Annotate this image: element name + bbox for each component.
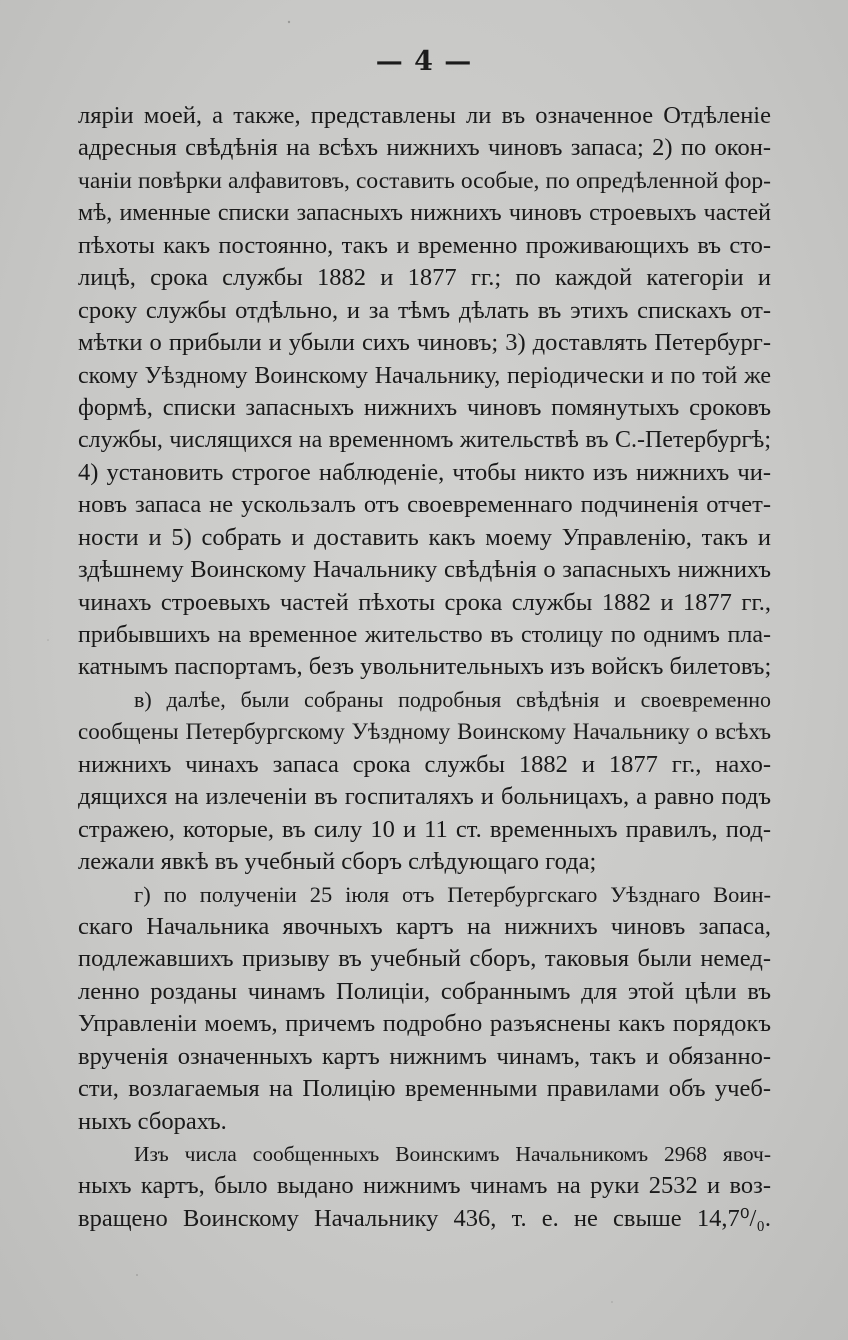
page-number: — 4 —	[375, 46, 473, 77]
text-line: сроку службы отдѣльно, и за тѣмъ дѣлать въ этихъ спискахъ от-	[78, 296, 771, 324]
body-text	[78, 100, 771, 1235]
text-line: чинахъ строевыхъ частей пѣхоты срока службы 1882 и 1877 гг.,	[78, 588, 771, 616]
text-line: службы, числящихся на временномъ жительствѣ въ С.-Петербургѣ;	[78, 427, 771, 454]
text-line: ныхъ сборахъ.	[78, 1107, 227, 1135]
text-line: сти, возлагаемыя на Полицію временными правилами объ учеб-	[78, 1075, 771, 1103]
text-line: Управленіи моемъ, причемъ подробно разъяснены какъ порядокъ	[78, 1010, 771, 1038]
text-line: мѣ, именные списки запасныхъ нижнихъ чиновъ строевыхъ частей	[78, 200, 771, 227]
text-line: лицѣ, срока службы 1882 и 1877 гг.; по каждой категоріи и	[78, 264, 771, 292]
text-line: ленно розданы чинамъ Полиціи, собраннымъ для этой цѣли въ	[78, 977, 771, 1005]
text-line: подлежавшихъ призыву въ учебный сборъ, таковыя были немед-	[78, 945, 771, 973]
text-line: Изъ числа сообщенныхъ Воинскимъ Начальникомъ 2968 явоч-	[134, 1142, 771, 1166]
text-line: сообщены Петербургскому Уѣздному Воинскому Начальнику о всѣхъ	[78, 719, 771, 745]
text-line: ляріи моей, а также, представлены ли въ означенное Отдѣленіе	[78, 102, 771, 129]
text-line: скому Уѣздному Воинскому Начальнику, періодически и по той же	[78, 362, 771, 389]
text-line: в) далѣе, были собраны подробныя свѣдѣнія и своевременно	[134, 686, 771, 712]
text-line: формѣ, списки запасныхъ нижнихъ чиновъ помянутыхъ сроковъ	[78, 393, 771, 421]
text-line: лежали явкѣ въ учебный сборъ слѣдующаго года;	[78, 848, 597, 876]
text-line: пѣхоты какъ постоянно, такъ и временно проживающихъ въ сто-	[78, 231, 771, 259]
text-line: стражею, которые, въ силу 10 и 11 ст. временныхъ правилъ, под-	[78, 815, 771, 843]
text-line: новъ запаса не ускользалъ отъ своевременнаго подчиненія отчет-	[78, 491, 771, 519]
text-line: скаго Начальника явочныхъ картъ на нижнихъ чиновъ запаса,	[78, 912, 771, 940]
text-line: прибывшихъ на временное жительство въ столицу по однимъ пла-	[78, 622, 771, 648]
text-line: катнымъ паспортамъ, безъ увольнительныхъ изъ войскъ билетовъ;	[78, 653, 772, 681]
text-line: мѣтки о прибыли и убыли сихъ чиновъ; 3) доставлять Петербург-	[78, 329, 771, 357]
text-line: врученія означенныхъ картъ нижнимъ чинамъ, такъ и обязанно-	[78, 1042, 771, 1070]
text-line: адресныя свѣдѣнія на всѣхъ нижнихъ чиновъ запаса; 2) по окон-	[78, 134, 771, 162]
text-line: ныхъ картъ, было выдано нижнимъ чинамъ на руки 2532 и воз-	[78, 1172, 771, 1200]
text-line: вращено Воинскому Начальнику 436, т. е. не свыше 14,7⁰/₀.	[78, 1204, 771, 1232]
text-line: дящихся на излеченіи въ госпиталяхъ и больницахъ, а равно подъ	[78, 783, 771, 811]
text-line: 4) установить строгое наблюденіе, чтобы никто изъ нижнихъ чи-	[78, 458, 771, 486]
text-line: здѣшнему Воинскому Начальнику свѣдѣнія о запасныхъ нижнихъ	[78, 556, 771, 584]
text-line: нижнихъ чинахъ запаса срока службы 1882 и 1877 гг., нахо-	[78, 750, 771, 778]
text-line: г) по полученіи 25 іюля отъ Петербургскаго Уѣзднаго Воин-	[134, 881, 771, 907]
text-line: чаніи повѣрки алфавитовъ, составить особые, по опредѣленной фор-	[78, 167, 771, 194]
text-line: ности и 5) собрать и доставить какъ моему Управленію, такъ и	[78, 523, 771, 551]
